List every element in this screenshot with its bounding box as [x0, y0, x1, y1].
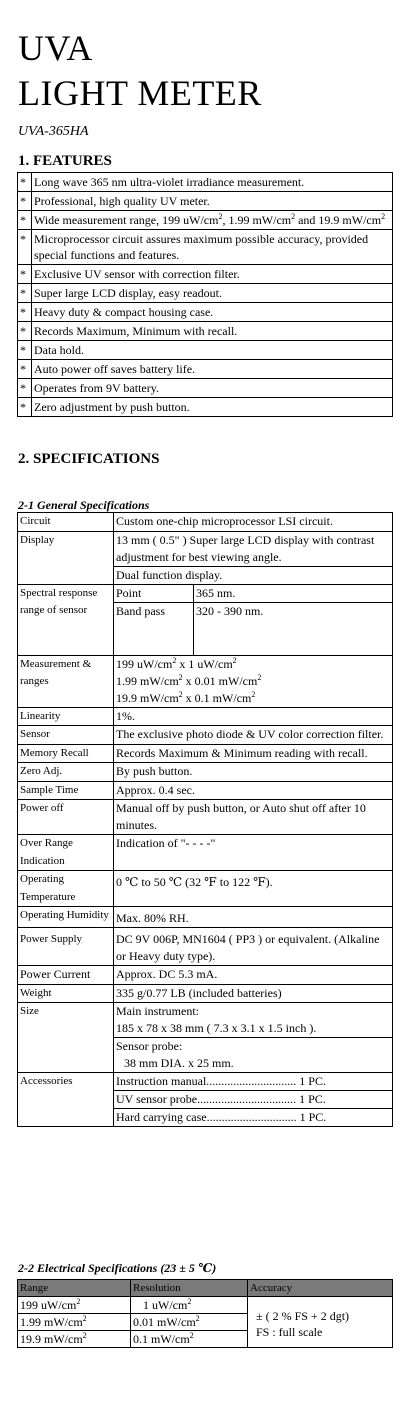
- feature-text: Exclusive UV sensor with correction filter.: [32, 265, 393, 284]
- spec-value: [114, 1003, 393, 1073]
- spectral-point-label: Point: [114, 584, 194, 602]
- accessory-3: Hard carrying case.............................. 1 PC.: [114, 1108, 392, 1126]
- spec-label: Over Range Indication: [18, 835, 114, 871]
- spec-value: Custom one-chip microprocessor LSI circuit.: [114, 513, 393, 532]
- measurement-line-3: 19.9 $mW/cm^2$ x 0.1 $mW/cm^2$: [116, 689, 256, 705]
- feature-row: [18, 322, 393, 341]
- feature-bullet: *: [18, 211, 32, 230]
- spec-label: Memory Recall: [18, 744, 114, 763]
- display-line-2: Dual function display.: [114, 566, 392, 584]
- model-number: UVA-365HA: [18, 124, 89, 139]
- spec-label: Sensor: [18, 726, 114, 745]
- spec-label: Spectral response range of sensor: [18, 584, 114, 655]
- specs-heading: 2. SPECIFICATIONS: [18, 451, 160, 467]
- feature-bullet: *: [18, 379, 32, 398]
- feature-row: [18, 265, 393, 284]
- resolution-cell: 1 $uW/cm^2$: [131, 1297, 248, 1314]
- feature-text: Heavy duty & compact housing case.: [32, 303, 393, 322]
- feature-text: Super large LCD display, easy readout.: [32, 284, 393, 303]
- feature-bullet: *: [18, 265, 32, 284]
- spec-row-display: [18, 531, 393, 584]
- range-cell: 199 $uW/cm^2$: [18, 1297, 131, 1314]
- spec-label: Weight: [18, 984, 114, 1003]
- spec-row-sensor: [18, 726, 393, 745]
- header-resolution: Resolution: [131, 1280, 248, 1297]
- feature-row: [18, 211, 393, 230]
- spec-label: Power off: [18, 800, 114, 835]
- resolution-cell: 0.1 $mW/cm^2$: [131, 1331, 248, 1348]
- spec-row-overrange: [18, 835, 393, 871]
- spec-row-sample: [18, 781, 393, 800]
- accuracy-value: ± ( 2 % FS + 2 dgt): [256, 1309, 350, 1323]
- spec-row-linearity: [18, 707, 393, 726]
- spectral-point-value: 365 nm.: [194, 584, 393, 602]
- electrical-header-row: [18, 1280, 393, 1297]
- feature-row: [18, 173, 393, 192]
- feature-text: Wide measurement range, 199 $uW/cm^2$, 1.99 $mW/cm^2$ and 19.9 $mW/cm^2$: [32, 211, 393, 230]
- accessory-2: UV sensor probe................................. 1 PC.: [114, 1090, 392, 1108]
- spec-value: By push button.: [114, 763, 393, 782]
- spec-row-weight: [18, 984, 393, 1003]
- spec-row-measurement: [18, 655, 393, 707]
- feature-text: Professional, high quality UV meter.: [32, 192, 393, 211]
- spec-label: Operating Humidity: [18, 907, 114, 928]
- spec-label: Accessories: [18, 1073, 114, 1127]
- resolution-cell: 0.01 $mW/cm^2$: [131, 1314, 248, 1331]
- feature-bullet: *: [18, 192, 32, 211]
- size-probe-2: 38 mm DIA. x 25 mm.: [124, 1056, 234, 1070]
- spec-row-spectral: [18, 584, 393, 602]
- spec-value: 335 g/0.77 LB (included batteries): [114, 984, 393, 1003]
- feature-bullet: *: [18, 398, 32, 417]
- spec-value: [114, 655, 393, 707]
- features-heading: 1. FEATURES: [18, 153, 112, 169]
- feature-text: Microprocessor circuit assures maximum possible accuracy, provided special functions and features.: [32, 230, 393, 265]
- range-cell: 1.99 $mW/cm^2$: [18, 1314, 131, 1331]
- title-line-2: LIGHT METER: [18, 73, 262, 113]
- spec-label: Size: [18, 1003, 114, 1073]
- spec-label: Zero Adj.: [18, 763, 114, 782]
- spec-row-size: [18, 1003, 393, 1073]
- spec-label: Measurement & ranges: [18, 655, 114, 707]
- spec-row-optemp: [18, 871, 393, 907]
- electrical-specs-heading: 2-2 Electrical Specifications (23 ± 5 ℃): [18, 1261, 217, 1275]
- spec-row-ophum: [18, 907, 393, 928]
- general-specs-heading: 2-1 General Specifications: [18, 498, 150, 512]
- features-table: [17, 172, 393, 417]
- feature-row: [18, 398, 393, 417]
- spec-value: [114, 531, 393, 584]
- general-specs-table: [17, 512, 393, 1127]
- spec-value: The exclusive photo diode & UV color correction filter.: [114, 726, 393, 745]
- spec-row-circuit: [18, 513, 393, 532]
- spec-value: [114, 1073, 393, 1127]
- spec-value: Indication of "- - - -": [114, 835, 393, 871]
- feature-text: Records Maximum, Minimum with recall.: [32, 322, 393, 341]
- spec-row-accessories: [18, 1073, 393, 1127]
- spectral-band-value: 320 - 390 nm.: [194, 602, 393, 655]
- feature-row: [18, 360, 393, 379]
- title-line-1: UVA: [18, 28, 93, 68]
- accessory-1: Instruction manual.............................. 1 PC.: [116, 1074, 326, 1088]
- spec-row-memory: [18, 744, 393, 763]
- size-main-2: 185 x 78 x 38 mm ( 7.3 x 3.1 x 1.5 inch ).: [116, 1021, 317, 1035]
- spec-label: Power Current: [18, 966, 114, 985]
- feature-text: Operates from 9V battery.: [32, 379, 393, 398]
- measurement-line-1: 199 $uW/cm^2$ x 1 $uW/cm^2$: [116, 655, 237, 671]
- accuracy-cell: [248, 1297, 393, 1348]
- feature-row: [18, 341, 393, 360]
- feature-text: Long wave 365 nm ultra-violet irradiance measurement.: [32, 173, 393, 192]
- accuracy-note: FS : full scale: [256, 1325, 323, 1339]
- spec-row-supply: [18, 928, 393, 966]
- feature-bullet: *: [18, 173, 32, 192]
- feature-bullet: *: [18, 230, 32, 265]
- electrical-row: [18, 1297, 393, 1314]
- feature-text: Auto power off saves battery life.: [32, 360, 393, 379]
- feature-bullet: *: [18, 341, 32, 360]
- spec-value: Records Maximum & Minimum reading with recall.: [114, 744, 393, 763]
- feature-bullet: *: [18, 303, 32, 322]
- spec-value: 1%.: [114, 707, 393, 726]
- spec-value: Manual off by push button, or Auto shut off after 10 minutes.: [114, 800, 393, 835]
- spec-label: Power Supply: [18, 928, 114, 966]
- spec-value: Approx. DC 5.3 mA.: [114, 966, 393, 985]
- spec-label: Linearity: [18, 707, 114, 726]
- feature-text: Zero adjustment by push button.: [32, 398, 393, 417]
- feature-bullet: *: [18, 322, 32, 341]
- spec-value: 0 ℃ to 50 ℃ (32 ℉ to 122 ℉).: [114, 871, 393, 907]
- spec-value: DC 9V 006P, MN1604 ( PP3 ) or equivalent. (Alkaline or Heavy duty type).: [114, 928, 393, 966]
- feature-bullet: *: [18, 360, 32, 379]
- spec-label: Circuit: [18, 513, 114, 532]
- spec-label: Sample Time: [18, 781, 114, 800]
- feature-row: [18, 192, 393, 211]
- spec-label: Display: [18, 531, 114, 584]
- header-accuracy: Accuracy: [248, 1280, 393, 1297]
- spec-value: Max. 80% RH.: [114, 907, 393, 928]
- feature-row: [18, 303, 393, 322]
- spectral-band-label: Band pass: [114, 602, 194, 655]
- header-range: Range: [18, 1280, 131, 1297]
- spec-row-poweroff: [18, 800, 393, 835]
- spec-row-current: [18, 966, 393, 985]
- feature-row: [18, 230, 393, 265]
- feature-bullet: *: [18, 284, 32, 303]
- spec-row-zero: [18, 763, 393, 782]
- spec-value: Approx. 0.4 sec.: [114, 781, 393, 800]
- size-probe-1: Sensor probe:: [114, 1037, 392, 1055]
- feature-text: Data hold.: [32, 341, 393, 360]
- feature-row: [18, 284, 393, 303]
- display-line-1: 13 mm ( 0.5" ) Super large LCD display with contrast adjustment for best viewing angle.: [116, 532, 375, 564]
- range-cell: 19.9 $mW/cm^2$: [18, 1331, 131, 1348]
- measurement-line-2: 1.99 $mW/cm^2$ x 0.01 $mW/cm^2$: [116, 672, 262, 688]
- electrical-specs-table: [17, 1279, 393, 1348]
- spec-label: Operating Temperature: [18, 871, 114, 907]
- size-main-1: Main instrument:: [116, 1004, 199, 1018]
- feature-row: [18, 379, 393, 398]
